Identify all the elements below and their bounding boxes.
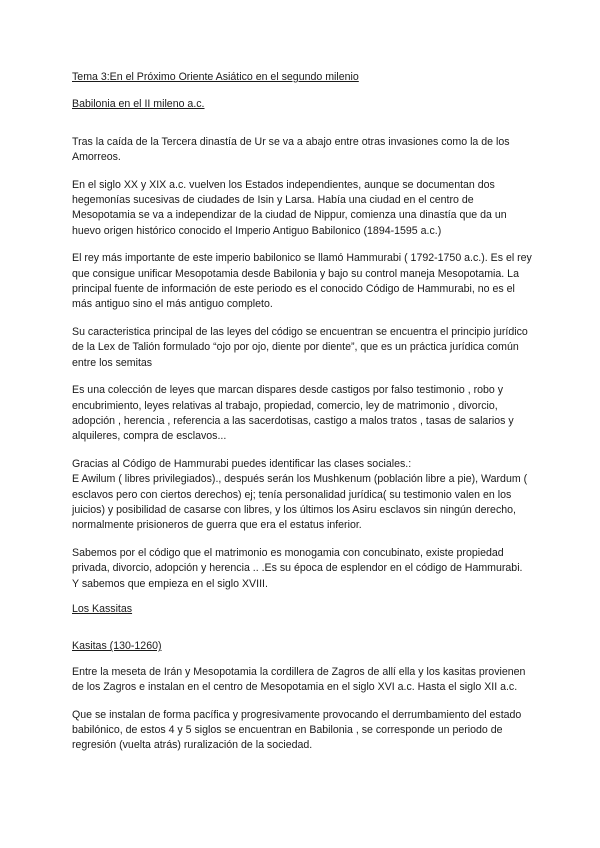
paragraph: Es una colección de leyes que marcan dispares desde castigos por falso testimonio , robo y encubrimiento, leyes relativas al trabajo, propiedad, comercio, ley de matrimonio , divorcio, adopción , herencia , referencia a las sacerdotisas, castigo a malos tratos , tasas de salarios y alquileres, compra de esclavos...	[72, 384, 514, 443]
paragraph: E Awilum ( libres privilegiados)., después serán los Mushkenum (población libre a pie), Wardum ( esclavos pero con ciertos derechos) ej; tenía personalidad jurídica( su testimonio valen en los juicios) y posibilidad de casarse con libres, y los últimos los Asiru esclavos sin ningún derecho, normalmente prisioneros de guerra que era el estatus inferior.	[72, 473, 528, 532]
document-title: Tema 3:En el Próximo Oriente Asiático en el segundo milenio	[72, 71, 359, 83]
section-subheading-kasitas: Kasitas (130-1260)	[72, 640, 162, 653]
paragraph: Su caracteristica principal de las leyes del código se encuentran se encuentra el principio jurídico de la Lex de Talión formulado “ojo por ojo, diente por diente”, que es un práctica jurídica común entre los semitas	[72, 325, 528, 369]
paragraph: Entre la meseta de Irán y Mesopotamia la cordillera de Zagros de allí ella y los kasitas provienen de los Zagros e instalan en el centro de Mesopotamia en el siglo XVI a.c. Hasta el siglo XII a.c.	[72, 665, 526, 694]
section-heading-babilonia: Babilonia en el II mileno a.c.	[72, 98, 205, 111]
paragraph: El rey más importante de este imperio babilonico se llamó Hammurabi ( 1792-1750 a.c.). Es el rey que consigue unificar Mesopotamia desde Babilonia y bajo su control maneja Mesopotamia. La principal fuente de información de este periodo es el conocido Código de Hammurabi, no es el más antiguo sino el más antiguo completo.	[72, 252, 532, 311]
paragraph: Gracias al Código de Hammurabi puedes identificar las clases sociales.:	[72, 457, 412, 470]
paragraph: En el siglo XX y XIX a.c. vuelven los Estados independientes, aunque se documentan dos hegemonías sucesivas de ciudades de Isin y Larsa. Había una ciudad en el centro de Mesopotamia se va a independizar de la ciudad de Nippur, comienza una dinastía que da un huevo origen histórico conocido el Imperio Antiguo Babilonico (1894-1595 a.c.)	[72, 178, 507, 237]
section-heading-kassitas: Los Kassitas	[72, 602, 133, 615]
paragraph: Sabemos por el código que el matrimonio es monogamia con concubinato, existe propiedad privada, divorcio, adopción y herencia .. .Es su época de esplendor en el código de Hammurabi. Y sabemos que empieza en el siglo XVIII.	[72, 546, 523, 590]
document-body	[72, 70, 532, 754]
paragraph: Tras la caída de la Tercera dinastía de Ur se va a abajo entre otras invasiones como la de los Amorreos.	[72, 135, 510, 164]
paragraph: Que se instalan de forma pacífica y progresivamente provocando el derrumbamiento del estado babilónico, de estos 4 y 5 siglos se encuentran en Babilonia , se corresponde un periodo de regresión (vuelta atrás) ruralización de la sociedad.	[72, 708, 522, 752]
